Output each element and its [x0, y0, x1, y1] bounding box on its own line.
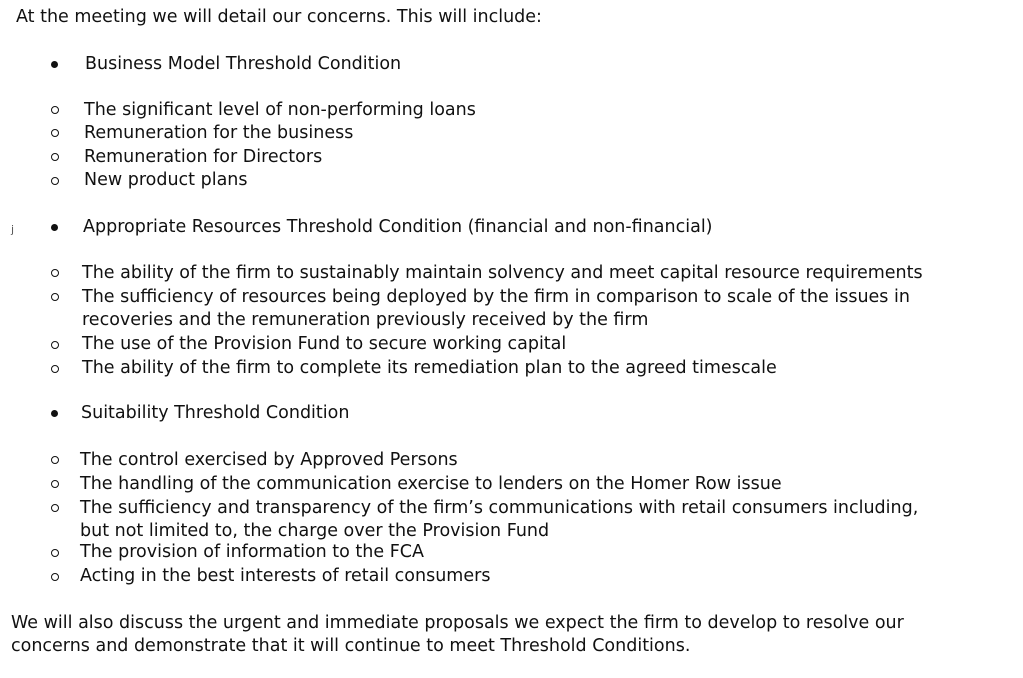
section-heading: Suitability Threshold Condition — [81, 403, 350, 423]
intro-paragraph: At the meeting we will detail our concerns. This will include: — [16, 7, 542, 27]
list-item — [82, 286, 910, 332]
bullet-icon — [51, 61, 58, 68]
list-item: New product plans — [84, 170, 248, 190]
list-item-line: recoveries and the remuneration previously received by the firm — [82, 310, 649, 330]
list-item: The significant level of non-performing loans — [84, 100, 476, 120]
list-item-line: The sufficiency of resources being deployed by the firm in comparison to scale of the issues in — [82, 287, 910, 307]
circle-bullet-icon — [51, 573, 59, 581]
list-item-line: The sufficiency and transparency of the firm’s communications with retail consumers including, — [80, 498, 919, 518]
list-item: The handling of the communication exercise to lenders on the Homer Row issue — [80, 474, 782, 494]
closing-line: concerns and demonstrate that it will continue to meet Threshold Conditions. — [11, 636, 691, 656]
circle-bullet-icon — [51, 293, 59, 301]
circle-bullet-icon — [51, 456, 59, 464]
circle-bullet-icon — [51, 480, 59, 488]
section-heading: Business Model Threshold Condition — [85, 54, 402, 74]
list-item — [80, 497, 918, 543]
list-item: Remuneration for the business — [84, 123, 354, 143]
list-item: The provision of information to the FCA — [80, 542, 424, 562]
circle-bullet-icon — [51, 129, 59, 137]
circle-bullet-icon — [51, 549, 59, 557]
list-item: Acting in the best interests of retail consumers — [80, 566, 491, 586]
closing-paragraph — [11, 612, 904, 658]
list-item-line: but not limited to, the charge over the Provision Fund — [80, 521, 550, 541]
closing-line: We will also discuss the urgent and immediate proposals we expect the firm to develop to resolve our — [11, 613, 904, 633]
list-item: The control exercised by Approved Persons — [80, 450, 458, 470]
list-item: The use of the Provision Fund to secure working capital — [82, 334, 567, 354]
circle-bullet-icon — [51, 504, 59, 512]
circle-bullet-icon — [51, 341, 59, 349]
circle-bullet-icon — [51, 365, 59, 373]
list-item: The ability of the firm to complete its remediation plan to the agreed timescale — [82, 358, 777, 378]
circle-bullet-icon — [51, 153, 59, 161]
bullet-icon — [51, 224, 58, 231]
margin-mark: j — [11, 223, 15, 236]
circle-bullet-icon — [51, 269, 59, 277]
circle-bullet-icon — [51, 106, 59, 114]
section-heading: Appropriate Resources Threshold Condition (financial and non-financial) — [83, 217, 713, 237]
list-item: The ability of the firm to sustainably maintain solvency and meet capital resource requirements — [82, 263, 923, 283]
circle-bullet-icon — [51, 177, 59, 185]
list-item: Remuneration for Directors — [84, 147, 323, 167]
bullet-icon — [51, 410, 58, 417]
